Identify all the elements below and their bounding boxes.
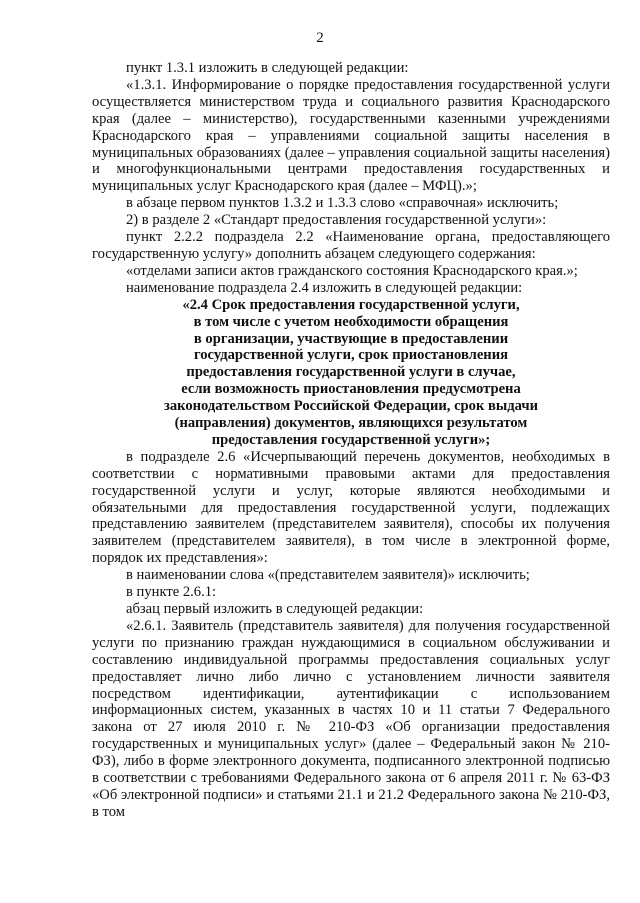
paragraph: пункт 1.3.1 изложить в следующей редакции: (126, 60, 409, 76)
paragraph: «2.6.1. Заявитель (представитель заявителя) для получения государственной услуги по признанию граждан нуждающимися в социальном обслуживании и составлению индивидуальной программы предоставления социальных услуг предоставляет лично либо лично с установлением личности заявителя посредством идентификации, аутентификации с использованием информационных систем, указанных в частях 10 и 11 статьи 7 Федерального закона от 27 июля 2010 г. № 210-ФЗ «Об организации предоставления государственных и муниципальных услуг» (далее – Федеральный закон № 210-ФЗ), либо в форме электронного документа, подписанного электронной подписью в соответствии с требованиями Федерального закона от 6 апреля 2011 г. № 63-ФЗ «Об электронной подписи» и статьями 21.1 и 21.2 Федерального закона № 210-ФЗ, в том (92, 617, 610, 820)
paragraph: в абзаце первом пунктов 1.3.2 и 1.3.3 слово «справочная» исключить; (126, 195, 559, 212)
section-heading-line: (направления) документов, являющихся результатом (174, 415, 528, 432)
section-heading-line: «2.4 Срок предоставления государственной услуги, (182, 296, 520, 313)
paragraph: «отделами записи актов гражданского состояния Краснодарского края.»; (126, 262, 578, 279)
paragraph: 2) в разделе 2 «Стандарт предоставления государственной услуги»: (126, 212, 547, 229)
paragraph: «1.3.1. Информирование о порядке предоставления государственной услуги осуществляется министерством труда и социального развития Краснодарского края (далее – министерство), государственными казенными учреждениями Краснодарского края – управлениями социальной защиты населения в муниципальных образованиях (далее – управления социальной защиты населения) и многофункциональными центрами предоставления государственных и муниципальных услуг Краснодарского края (далее – МФЦ).»; (92, 76, 610, 195)
section-heading-line: предоставления государственной услуги в случае, (186, 364, 516, 381)
section-heading-line: законодательством Российской Федерации, срок выдачи (163, 398, 539, 415)
paragraph: наименование подраздела 2.4 изложить в следующей редакции: (126, 279, 523, 296)
paragraph: в подразделе 2.6 «Исчерпывающий перечень документов, необходимых в соответствии с нормативными правовыми актами для предоставления государственной услуги и услуг, которые являются необходимыми и обязательными для предоставления государственной услуги, подлежащих представлению заявителем (представителем заявителя), способы их получения заявителем (представителем заявителя), в том числе в электронной форме, порядок их представления»: (92, 448, 610, 567)
page-number: 2 (316, 30, 324, 46)
paragraph: в наименовании слова «(представителем заявителя)» исключить; (126, 567, 530, 584)
section-heading-line: в организации, участвующие в предоставлении (193, 330, 509, 347)
document-body (92, 60, 610, 821)
section-heading-line: государственной услуги, срок приостановления (193, 347, 509, 364)
section-heading-line: если возможность приостановления предусмотрена (181, 381, 521, 398)
section-heading-line: в том числе с учетом необходимости обращения (193, 313, 509, 330)
paragraph: в пункте 2.6.1: (126, 584, 217, 601)
paragraph: пункт 2.2.2 подраздела 2.2 «Наименование органа, предоставляющего государственную услугу» дополнить абзацем следующего содержания: (92, 229, 610, 262)
section-heading-line: предоставления государственной услуги»; (211, 431, 491, 448)
paragraph: абзац первый изложить в следующей редакции: (126, 601, 424, 617)
